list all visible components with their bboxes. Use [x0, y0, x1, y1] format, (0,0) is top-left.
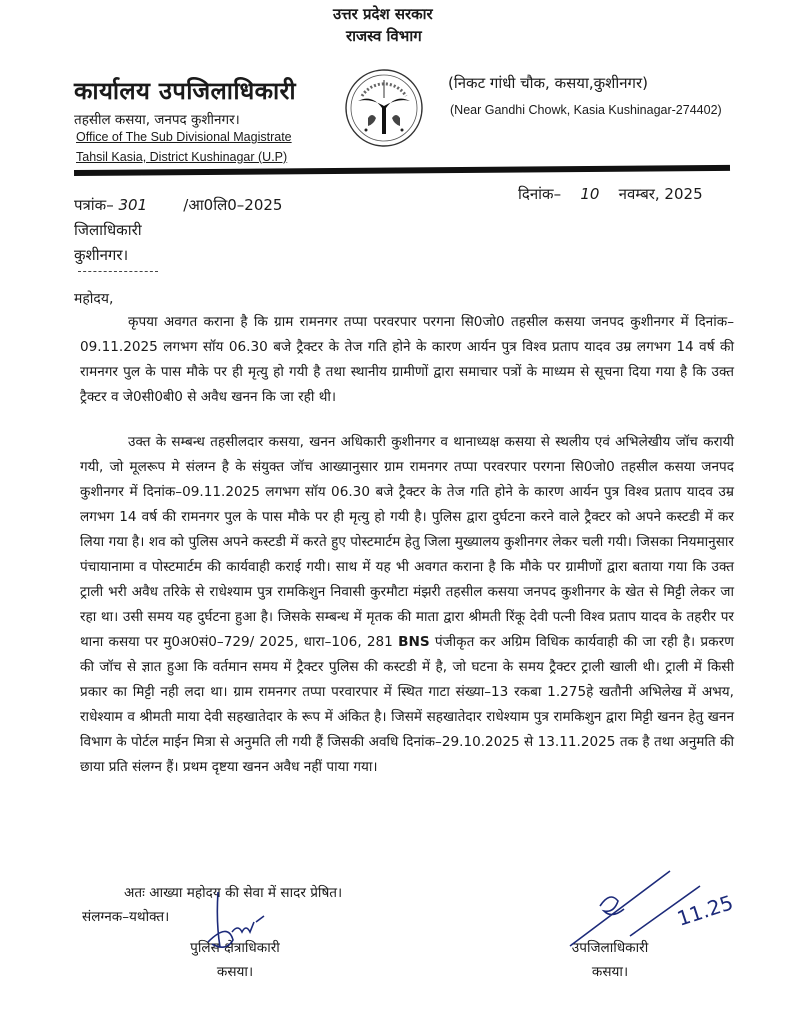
addressee-line-2: कुशीनगर। — [74, 246, 129, 264]
letter-number-value: 301 — [118, 196, 148, 214]
office-title-english: Office of The Sub Divisional Magistrate — [76, 130, 292, 144]
letter-number — [74, 195, 282, 215]
tehsil-english: Tahsil Kasia, District Kushinagar (U.P) — [76, 150, 288, 164]
department-title: राजस्व विभाग — [346, 27, 422, 45]
signature-scribble-icon — [560, 866, 740, 956]
signature-scribble-icon — [198, 892, 278, 962]
body-paragraph-1: कृपया अवगत कराना है कि ग्राम रामनगर तप्पा परवरपार परगना सि0जो0 तहसील कसया जनपद कुशीनगर में दिनांक–09.11.2025 लगभग सॉय 06.30 बजे ट्रैक्टर के तेज गति होने के कारण आर्यन पुत्र विश्व प्रताप यादव उम्र लगभग 14 वर्ष की रामनगर पुल के पास मौके पर ही मृत्यु हो गयी है तथा स्थानीय ग्रामीणों द्वारा समाचार पत्रों के माध्यम से सूचना दिया गया है कि उक्त ट्रैक्टर व जे0सी0बी0 से अवैध खनन कि जा रही थी। — [80, 314, 734, 405]
paragraph-2-text-b: पंजीकृत कर अग्रिम विधिक कार्यवाही की जा रही है। प्रकरण की जॉच से ज्ञात हुआ कि वर्तमान समय में ट्रैक्टर पुलिस की कस्टडी में है, जो घटना के समय ट्रैक्टर ट्राली खाली थी। ट्राली में किसी प्रकार का मिट्टी नही लदा था। ग्राम रामनगर तप्पा परवारपार में स्थित गाटा संख्या–13 रकबा 1.275हे खतौनी अभिलेख में अभय, राधेश्याम व श्रीमती माया देवी सहखातेदार के रूप में अंकित है। जिसमें सहखातेदार राधेश्याम पुत्र रामकिशुन द्वारा मिट्टी खनन हेतु खनन विभाग के पोर्टल माईन मित्रा से अनुमति ली गयी हैं जिसकी अवधि दिनांक–29.10.2025 से 13.11.2025 तक है तथा अनुमति की छाया प्रति संलग्न हैं। प्रथम दृष्टया खनन अवैध नहीं पाया गया। — [80, 634, 734, 775]
government-title: उत्तर प्रदेश सरकार — [333, 5, 433, 23]
address-hindi: (निकट गांधी चौक, कसया,कुशीनगर) — [448, 74, 648, 92]
date-label: दिनांक– — [518, 185, 562, 203]
letter-number-label: पत्रांक– — [74, 196, 114, 214]
emblem-icon — [344, 68, 424, 148]
letter-number-suffix: /आ0लि0–2025 — [183, 196, 283, 214]
signatory-left-designation: पुलिस क्षेत्राधिकारी — [190, 940, 280, 956]
signatory-right-place: कसया। — [591, 964, 629, 980]
signature-block-right — [560, 890, 737, 984]
tehsil-hindi: तहसील कसया, जनपद कुशीनगर। — [74, 112, 240, 128]
office-title-hindi: कार्यालय उपजिलाधिकारी — [74, 77, 296, 105]
svg-text:11.25: 11.25 — [674, 890, 737, 931]
date-day: 10 — [580, 185, 600, 203]
signatory-left-place: कसया। — [216, 964, 254, 980]
letterhead-divider — [74, 165, 730, 176]
paragraph-2-bns: BNS — [398, 634, 430, 650]
closing-line: अतः आख्या महोदय की सेवा में सादर प्रेषित। — [124, 885, 343, 901]
date-month-year: नवम्बर, 2025 — [618, 185, 703, 203]
body-paragraph-2 — [80, 430, 734, 780]
address-english: (Near Gandhi Chowk, Kasia Kushinagar-274402) — [450, 103, 722, 117]
enclosure-line: संलग्नक–यथोक्त। — [82, 909, 170, 925]
paragraph-2-text-a: उक्त के सम्बन्ध तहसीलदार कसया, खनन अधिकारी कुशीनगर व थानाध्यक्ष कसया से स्थलीय एवं अभिलेखीय जॉच करायी गयी, जो मूलरूप मे संलग्न है के संयुक्त जॉच आख्यानुसार ग्राम रामनगर तप्पा परवरपार परगना सि0जो0 तहसील कसया जनपद कुशीनगर में दिनांक–09.11.2025 लगभग सॉय 06.30 बजे ट्रैक्टर के तेज गति होने के कारण आर्यन पुत्र विश्व प्रताप यादव उम्र लगभग 14 वर्ष की रामनगर पुल के पास मौके पर ही मृत्यु हो गयी है। पुलिस द्वारा दुर्घटना करने वाले ट्रैक्टर को अपने कस्टडी में कर लिया गया है। शव को पुलिस अपने कस्टडी में करते हुए पोस्टमार्टम हेतु जिला मुख्यालय कुशीनगर लेकर चली गयी। जिसका नियमानुसार पंचायानामा व पोस्टमार्टम की कार्यवाही कराई गयी। साथ में यह भी अवगत कराना है कि मौके पर ग्रामीणों द्वारा बताया गया कि उक्त ट्राली भरी अवैध तरिके से राधेश्याम पुत्र रामकिशुन निवासी कुरमौटा मंझरी तहसील कसया जनपद कुशीनगर के खेत से मिट्टी लेकर जा रहा था। उसी समय यह दुर्घटना हुआ है। जिसके सम्बन्ध में मृतक की माता द्वारा श्रीमती रिंकू देवी पत्नी विश्व प्रताप यादव के तहरीर पर थाना कसया पर मु0अ0सं0–729/ 2025, धारा–106, 281 — [80, 434, 734, 650]
signature-block-left — [180, 936, 290, 984]
addressee-line-1: जिलाधिकारी — [74, 221, 142, 239]
letter-date — [518, 184, 703, 204]
signatory-right-designation: उपजिलाधिकारी — [571, 940, 649, 956]
addressee-divider — [78, 271, 158, 272]
salutation: महोदय, — [74, 291, 114, 307]
